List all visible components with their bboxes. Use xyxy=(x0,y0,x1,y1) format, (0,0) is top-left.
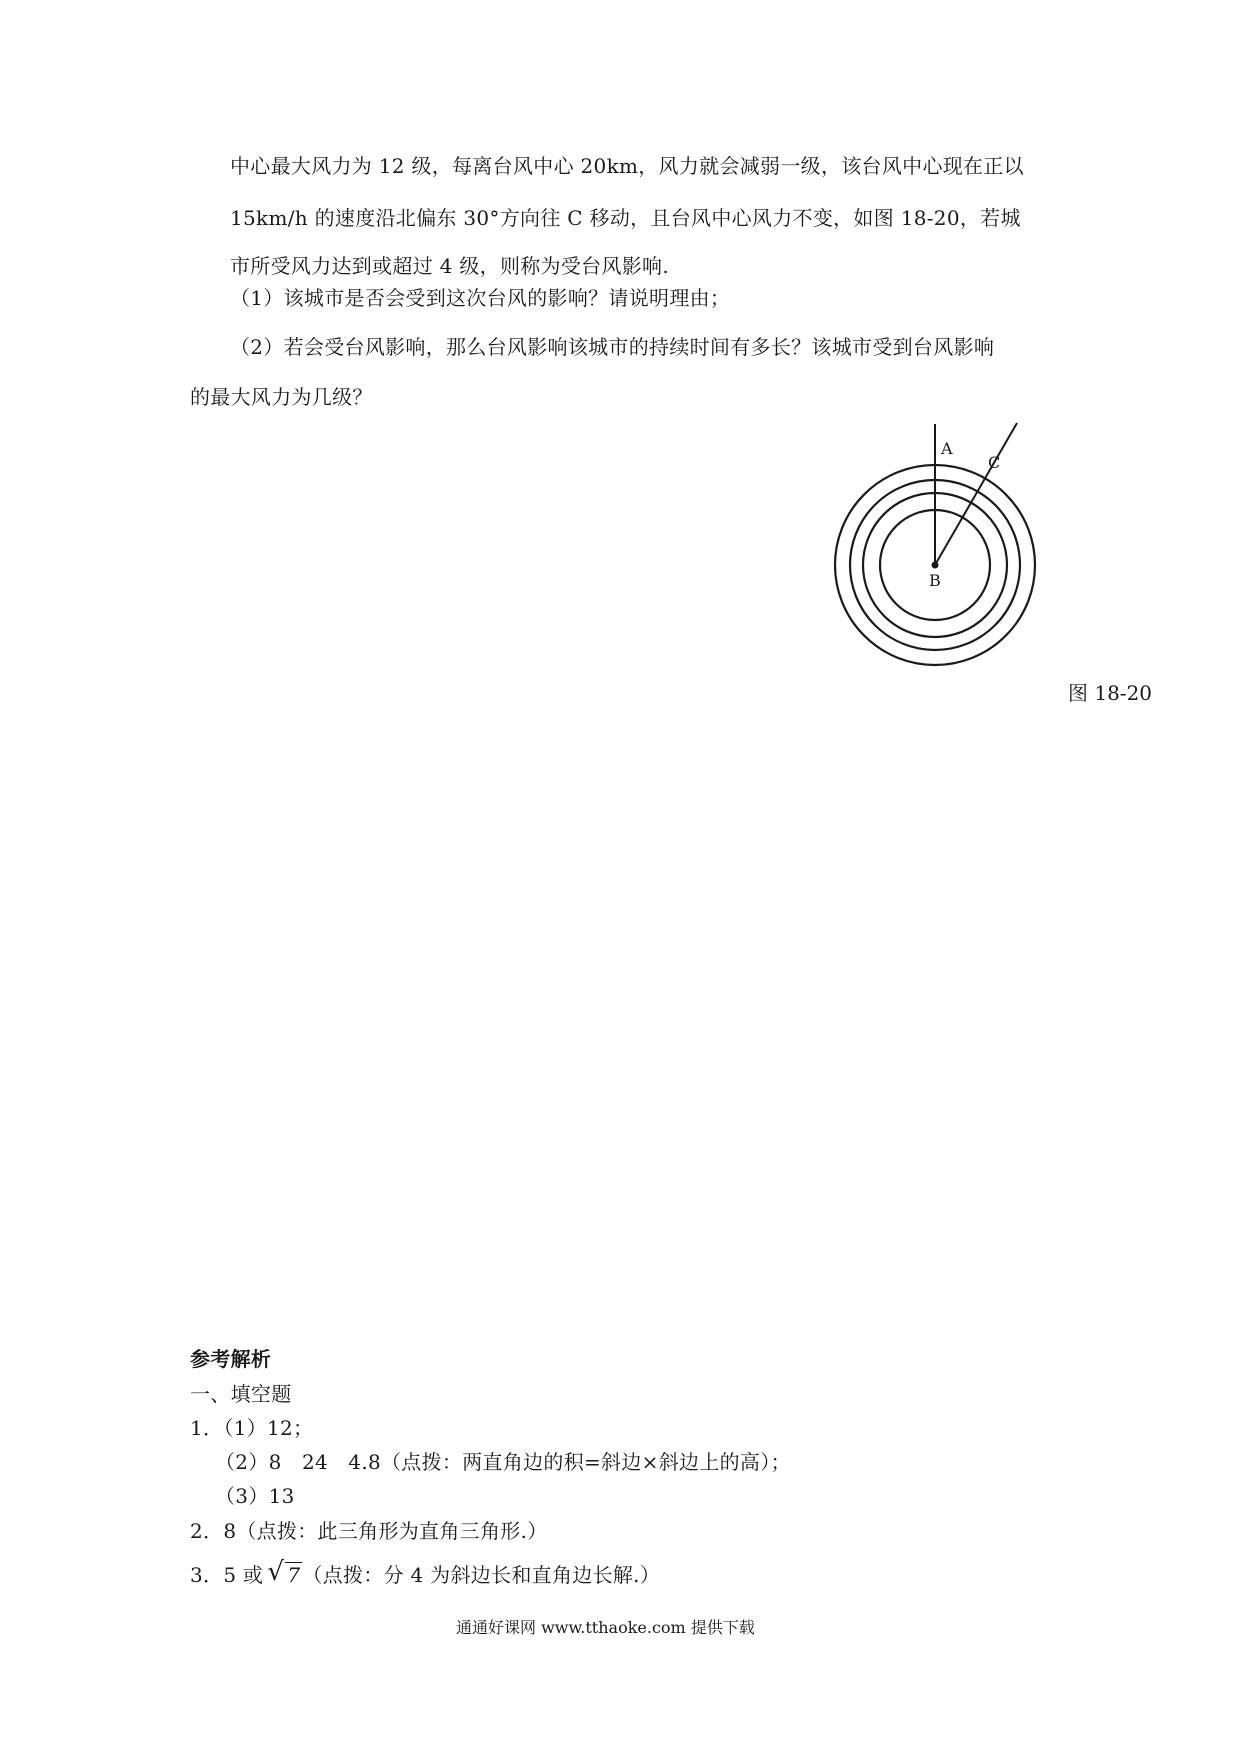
radical-sign-icon: √ xyxy=(267,1557,285,1587)
sqrt-expression xyxy=(267,1557,302,1589)
answers-heading: 参考解析 xyxy=(190,1347,272,1371)
label-b: B xyxy=(929,571,941,590)
answer-2: 2．8（点拨：此三角形为直角三角形.） xyxy=(190,1519,548,1543)
question-2-continued: 的最大风力为几级？ xyxy=(190,385,373,409)
point-b-dot xyxy=(932,562,939,569)
figure-caption: 图 18-20 xyxy=(1068,681,1153,705)
answer-3-suffix: （点拨：分 4 为斜边长和直角边长解.） xyxy=(302,1563,661,1587)
label-c: C xyxy=(988,453,1001,472)
footer-text: 通通好课网 www.tthaoke.com 提供下载 xyxy=(456,1618,755,1637)
problem-line-1: 中心最大风力为 12 级，每离台风中心 20km，风力就会减弱一级，该台风中心现在正以 xyxy=(230,154,1024,178)
section-title: 一、填空题 xyxy=(190,1382,292,1406)
problem-line-2: 15km/h 的速度沿北偏东 30°方向往 C 移动，且台风中心风力不变，如图 18-20，若城 xyxy=(230,206,1021,230)
problem-line-3: 市所受风力达到或超过 4 级，则称为受台风影响. xyxy=(230,254,669,278)
answer-1-part-1: 1．（1）12； xyxy=(190,1416,314,1440)
sqrt-value: 7 xyxy=(287,1563,301,1587)
label-a: A xyxy=(941,439,953,458)
answer-1-part-3: （3）13 xyxy=(215,1484,295,1508)
question-2: （2）若会受台风影响，那么台风影响该城市的持续时间有多长？该城市受到台风影响 xyxy=(230,335,995,359)
answer-3 xyxy=(190,1557,661,1589)
question-1: （1）该城市是否会受到这次台风的影响？请说明理由； xyxy=(230,286,731,310)
answer-1-part-2: （2）8 24 4.8（点拨：两直角边的积=斜边×斜边上的高）； xyxy=(215,1450,791,1474)
typhoon-diagram xyxy=(820,420,1050,685)
answer-3-prefix: 3．5 或 xyxy=(190,1563,264,1587)
